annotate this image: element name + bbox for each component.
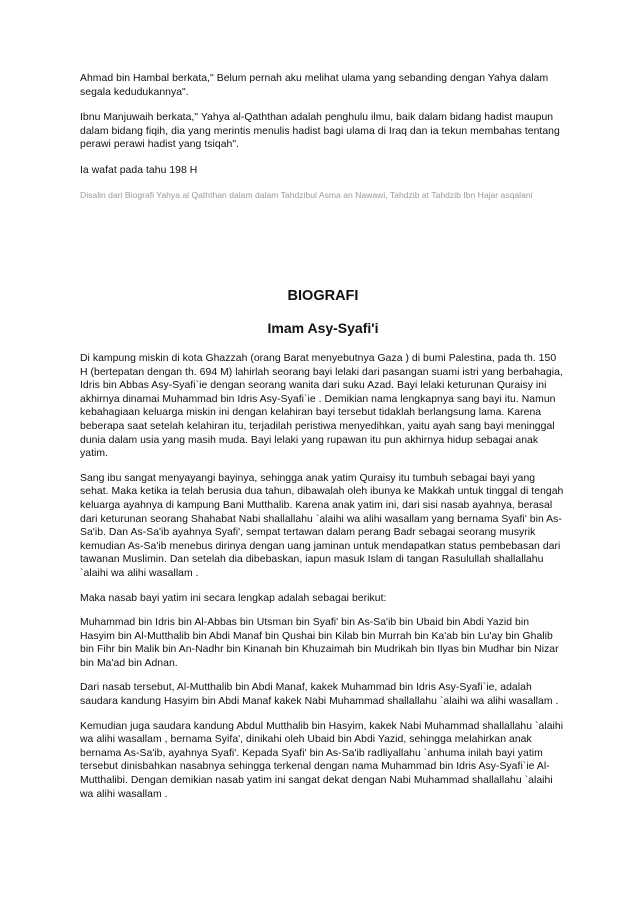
body-paragraph-lineage: Kemudian juga saudara kandung Abdul Mutthalib bin Hasyim, kakek Nabi Muhammad shallallahu `alaihi wa alihi wasallam , bernama Syifa', dinikahi oleh Ubaid bin Abdi Yazid, sehingga melahirkan anak bernama As-Sa'ib, ayahnya Syafi'. Kepada Syafi' bin As-Sa'ib radliyallahu `anhuma inilah bayi yatim tersebut dinisbahkan nasabnya sehingga terkenal dengan nama Muhammad bin Idris Asy-Syafi`ie Al-Mutthalibi. Dengan demikian nasab yatim ini sangat dekat dengan Nabi Muhammad shallallahu `alaihi wa alihi wasallam . xyxy=(80,720,564,800)
intro-section xyxy=(80,72,566,201)
intro-paragraph-death: Ia wafat pada tahu 198 H xyxy=(80,164,198,176)
page-title: BIOGRAFI xyxy=(287,288,359,304)
page-subtitle: Imam Asy-Syafi'i xyxy=(267,320,379,336)
body-paragraph-nasab-list: Muhammad bin Idris bin Al-Abbas bin Utsman bin Syafi' bin As-Sa'ib bin Ubaid bin Abdi Yazid bin Hasyim bin Al-Mutthalib bin Abdi Manaf bin Qushai bin Kilab bin Murrah bin Ka'ab bin Lu'ay bin Ghalib bin Fihr bin Malik bin An-Nadhr bin Kinanah bin Khuzaimah bin Mudrikah bin Ilyas bin Mudhar bin Nizar bin Ma'ad bin Adnan. xyxy=(80,617,559,669)
source-note: Disalin dari Biografi Yahya al Qaththan dalam dalam Tahdzibul Asma an Nawawi, Tahdzib at Tahdzib Ibn Hajar asqalani xyxy=(80,189,533,200)
body-paragraph-childhood: Sang ibu sangat menyayangi bayinya, sehingga anak yatim Quraisy itu tumbuh sebagai bayi yang sehat. Maka ketika ia telah berusia dua tahun, dibawalah oleh ibunya ke Makkah untuk tinggal di tengah keluarga ayahnya di kampung Bani Mutthalib. Karena anak yatim ini, dari sisi nasab ayahnya, berasal dari keturunan seorang Shahabat Nabi shallallahu `alaihi wa alihi wasallam yang bernama Syafi' bin As-Sa'ib. Dan As-Sa'ib ayahnya Syafi', sempat tertawan dalam perang Badr sebagai seorang musyrik kemudian As-Sa'ib menebus dirinya dengan uang jaminan untuk mendapatkan status pembebasan dari tawanan Muslimin. Dan setelah dia dibebaskan, iapun masuk Islam di tangan Rasulullah shallallahu `alaihi wa alihi wasallam . xyxy=(80,472,564,579)
body-paragraph-nasab-intro: Maka nasab bayi yatim ini secara lengkap adalah sebagai berikut: xyxy=(80,592,387,604)
biography-body xyxy=(80,352,566,812)
intro-paragraph-manjuwaih: Ibnu Manjuwaih berkata," Yahya al-Qaththan adalah penghulu ilmu, baik dalam bidang hadist maupun dalam bidang fiqih, dia yang merintis menulis hadist bagi ulama di Iraq dan ia tekun membahas tentang perawi perawi hadist yang tsiqah". xyxy=(80,112,560,151)
body-paragraph-relation: Dari nasab tersebut, Al-Mutthalib bin Abdi Manaf, kakek Muhammad bin Idris Asy-Syafi`ie, adalah saudara kandung Hasyim bin Abdi Manaf kakek Nabi Muhammad shallallahu `alaihi wa alihi wasallam . xyxy=(80,682,559,708)
body-paragraph-birth: Di kampung miskin di kota Ghazzah (orang Barat menyebutnya Gaza ) di bumi Palestina, pada th. 150 H (bertepatan dengan th. 694 M) lahirlah seorang bayi lelaki dari pasangan suami istri yang berbahagia, Idris bin Abbas Asy-Syafi`ie dengan seorang wanita dari suku Azad. Bayi lelaki keturunan Quraisy ini akhirnya dinamai Muhammad bin Idris Asy-Syafi`ie . Demikian nama lengkapnya sang bayi itu. Namun kebahagiaan keluarga miskin ini dengan kelahiran bayi tersebut tidaklah berlangsung lama. Karena beberapa saat setelah kelahiran itu, terjadilah peristiwa menyedihkan, yaitu ayah sang bayi meninggal dunia dalam usia yang masih muda. Bayi lelaki yang rupawan itu pun akhirnya hidup sebagai anak yatim. xyxy=(80,353,563,460)
intro-paragraph-ahmad: Ahmad bin Hambal berkata," Belum pernah aku melihat ulama yang sebanding dengan Yahya dalam segala kedudukannya". xyxy=(80,73,549,98)
